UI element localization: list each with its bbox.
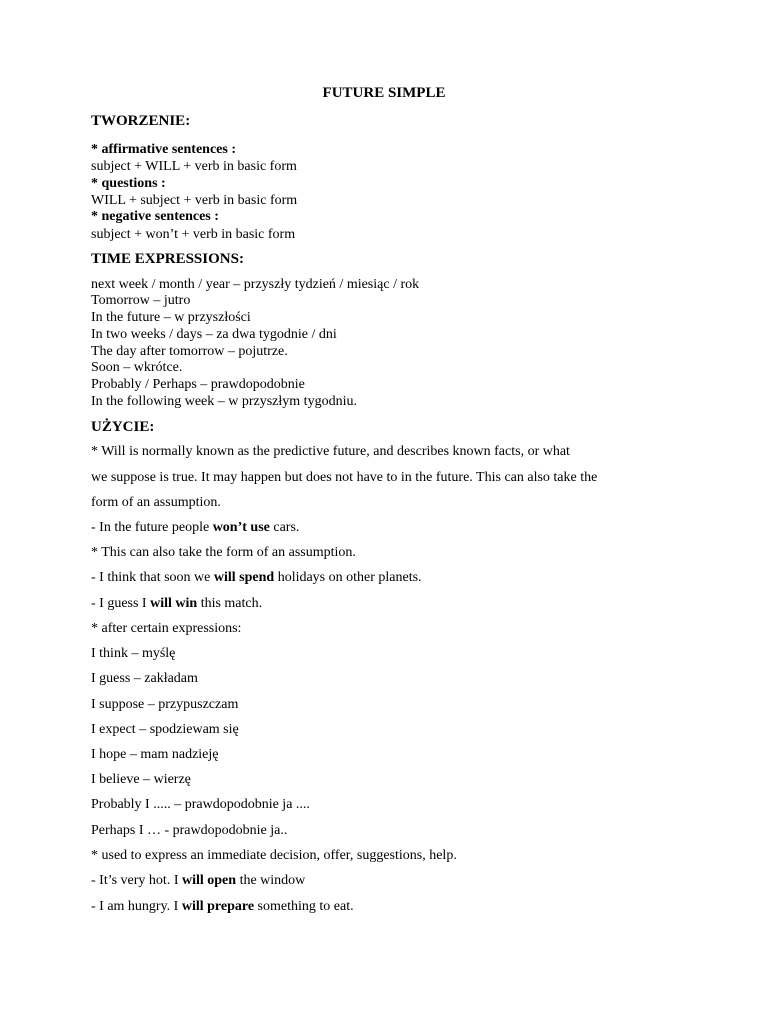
example-text: cars. bbox=[269, 520, 300, 535]
usage-intro-line: * Will is normally known as the predictive future, and describes known facts, or what bbox=[91, 444, 570, 459]
questions-rule: WILL + subject + verb in basic form bbox=[91, 193, 298, 208]
example-verb: will open bbox=[181, 873, 237, 888]
time-expression-item: Soon – wkrótce. bbox=[91, 360, 183, 375]
usage-intro-line: form of an assumption. bbox=[91, 495, 221, 510]
time-expression-item: In two weeks / days – za dwa tygodnie / dni bbox=[91, 327, 337, 342]
usage-heading: UŻYCIE: bbox=[91, 419, 155, 435]
time-expression-item: Tomorrow – jutro bbox=[91, 293, 191, 308]
expression-item: I think – myślę bbox=[91, 646, 176, 661]
time-expression-item: In the future – w przyszłości bbox=[91, 310, 251, 325]
assumption-note: * This can also take the form of an assumption. bbox=[91, 545, 356, 560]
example-text: - I am hungry. I bbox=[91, 899, 182, 914]
example-verb: will prepare bbox=[181, 899, 255, 914]
expression-item: I expect – spodziewam się bbox=[91, 722, 239, 737]
example-text: - In the future people bbox=[91, 520, 213, 535]
page-title: FUTURE SIMPLE bbox=[322, 85, 446, 101]
expression-item: I hope – mam nadzieję bbox=[91, 747, 219, 762]
expression-item: I believe – wierzę bbox=[91, 772, 191, 787]
example-sentence bbox=[91, 570, 422, 586]
example-sentence bbox=[91, 596, 262, 612]
negative-label: * negative sentences : bbox=[91, 209, 219, 224]
example-text: - I guess I bbox=[91, 596, 151, 611]
example-verb: will spend bbox=[213, 570, 275, 585]
time-expression-item: In the following week – w przyszłym tygodniu. bbox=[91, 394, 357, 409]
immediate-decision-note: * used to express an immediate decision, offer, suggestions, help. bbox=[91, 848, 457, 863]
usage-intro-line: we suppose is true. It may happen but does not have to in the future. This can also take the bbox=[91, 470, 598, 485]
affirmative-rule: subject + WILL + verb in basic form bbox=[91, 159, 297, 174]
formation-heading: TWORZENIE: bbox=[91, 113, 191, 129]
questions-label: * questions : bbox=[91, 176, 166, 191]
example-text: - It’s very hot. I bbox=[91, 873, 182, 888]
expression-item: Perhaps I … - prawdopodobnie ja.. bbox=[91, 823, 288, 838]
negative-rule: subject + won’t + verb in basic form bbox=[91, 227, 296, 242]
example-text: this match. bbox=[197, 596, 263, 611]
example-text: - I think that soon we bbox=[91, 570, 214, 585]
time-expression-item: Probably / Perhaps – prawdopodobnie bbox=[91, 377, 305, 392]
time-expression-item: next week / month / year – przyszły tydzień / miesiąc / rok bbox=[91, 277, 420, 292]
after-expressions-note: * after certain expressions: bbox=[91, 621, 242, 636]
example-text: the window bbox=[236, 873, 306, 888]
example-text: holidays on other planets. bbox=[274, 570, 422, 585]
expression-item: I guess – zakładam bbox=[91, 671, 198, 686]
time-expressions-heading: TIME EXPRESSIONS: bbox=[91, 251, 244, 267]
example-verb: won’t use bbox=[212, 520, 270, 535]
time-expression-item: The day after tomorrow – pojutrze. bbox=[91, 344, 288, 359]
expression-item: Probably I ..... – prawdopodobnie ja .... bbox=[91, 797, 310, 812]
example-verb: will win bbox=[150, 596, 198, 611]
example-text: something to eat. bbox=[254, 899, 354, 914]
example-sentence bbox=[91, 873, 305, 889]
affirmative-label: * affirmative sentences : bbox=[91, 142, 237, 157]
example-sentence bbox=[91, 520, 299, 536]
example-sentence bbox=[91, 899, 354, 915]
expression-item: I suppose – przypuszczam bbox=[91, 697, 239, 712]
